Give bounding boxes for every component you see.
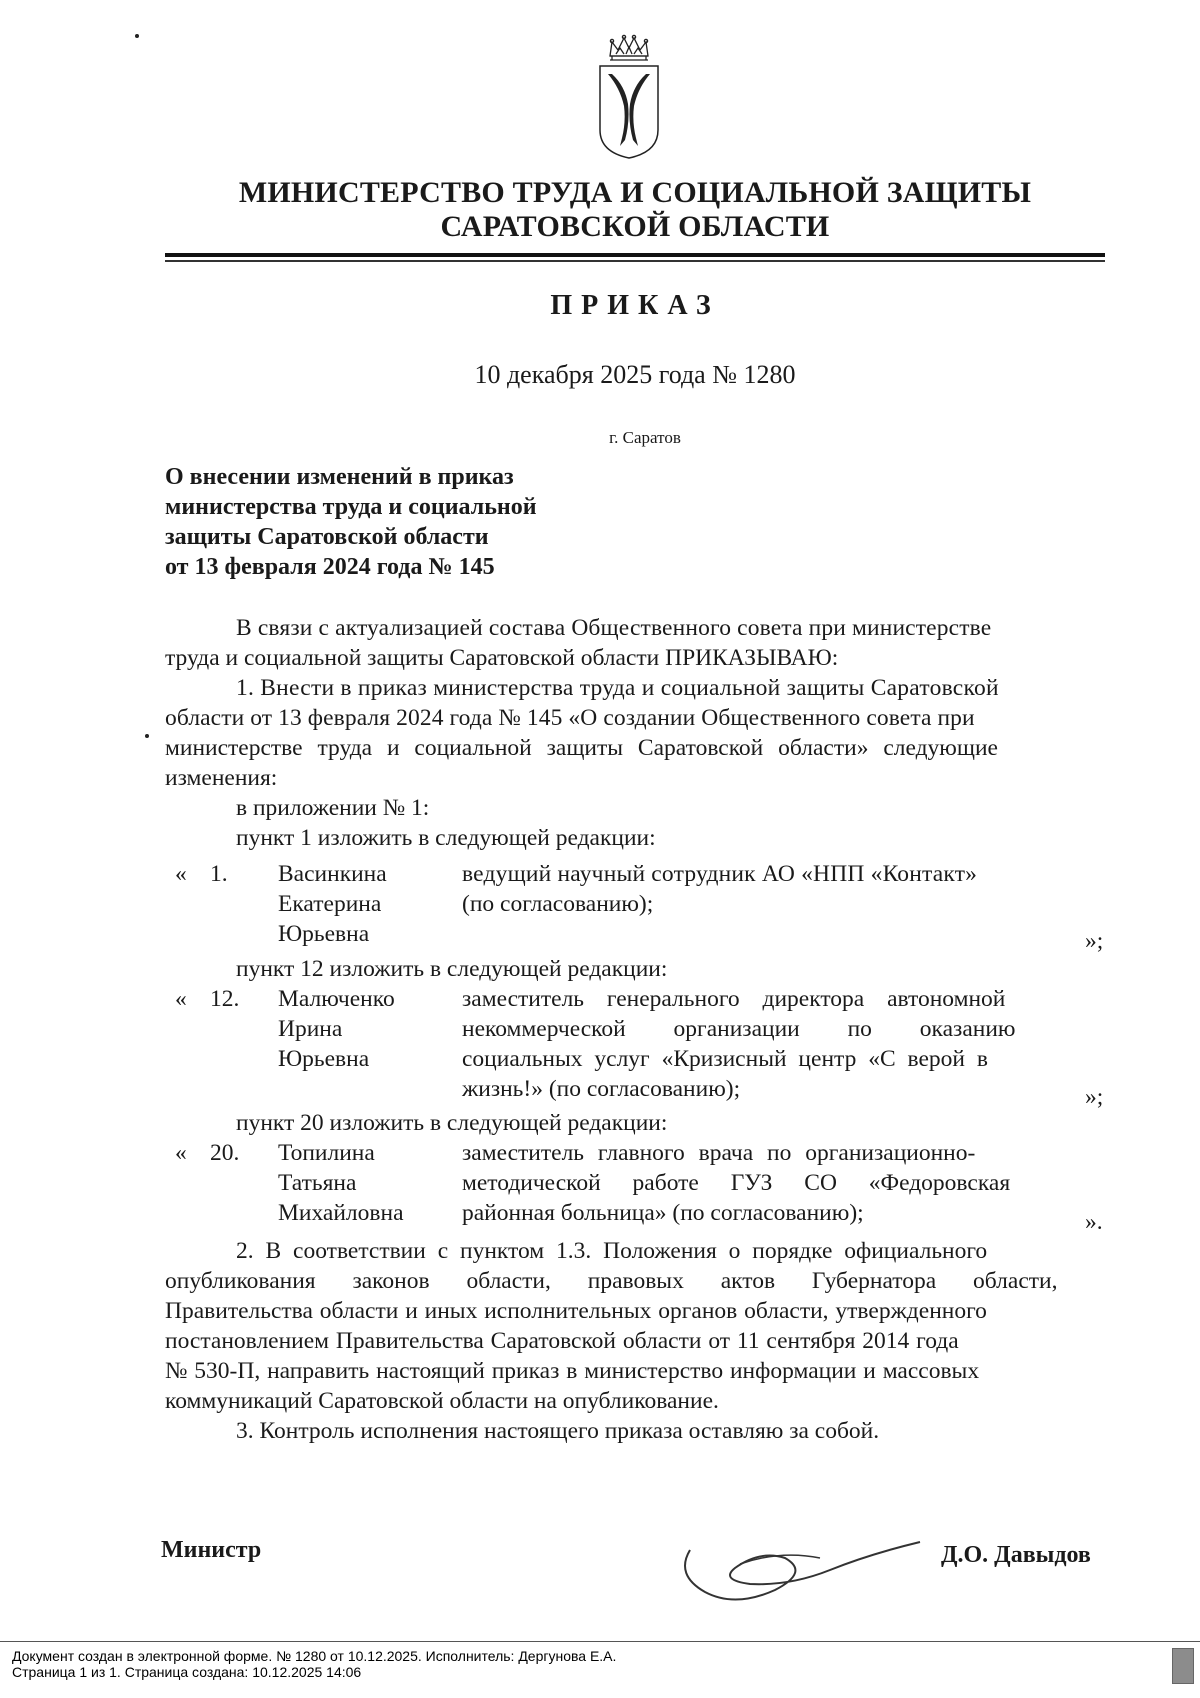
entry-desc-line: (по согласованию); — [462, 891, 654, 917]
body-clauses — [165, 1236, 1105, 1446]
ministry-name-line2: САРАТОВСКОЙ ОБЛАСТИ — [440, 210, 830, 243]
entry-desc-line: заместитель генерального директора автономной — [462, 986, 1006, 1012]
entry-desc-line: методической работе ГУЗ СО «Федоровская — [462, 1170, 1011, 1196]
body-line: министерстве труда и социальной защиты Саратовской области» следующие — [165, 735, 998, 761]
scan-speck — [135, 34, 139, 38]
entry-number: 12. — [210, 986, 240, 1012]
entry-name-line: Юрьевна — [278, 921, 370, 947]
scan-speck — [145, 734, 149, 738]
entry-desc-line: некоммерческой организации по оказанию — [462, 1016, 1016, 1042]
body-line: опубликования законов области, правовых актов Губернатора области, — [165, 1268, 1058, 1294]
body-line: № 530-П, направить настоящий приказ в министерство информации и массовых — [165, 1358, 980, 1384]
footer-line: Документ создан в электронной форме. № 1280 от 10.12.2025. Исполнитель: Дергунова Е.А. — [12, 1648, 617, 1664]
entry-name-line: Малюченко — [278, 986, 395, 1012]
body-line: В связи с актуализацией состава Общественного совета при министерстве — [236, 615, 992, 641]
entry-open-quote: « — [175, 1140, 187, 1166]
entry-description — [462, 859, 1062, 919]
entry-name-line: Ирина — [278, 1016, 343, 1042]
entry-open-quote: « — [175, 861, 187, 887]
footer-line: Страница 1 из 1. Страница создана: 10.12.2025 14:06 — [12, 1664, 362, 1680]
item-intro: пункт 1 изложить в следующей редакции: — [236, 825, 656, 851]
ministry-name — [160, 176, 1110, 244]
entry-name-line: Васинкина — [278, 861, 387, 887]
body-line: изменения: — [165, 765, 278, 791]
member-entry — [165, 1138, 1105, 1235]
entry-desc-line: жизнь!» (по согласованию); — [462, 1076, 741, 1102]
body-line: Правительства области и иных исполнительных органов области, утвержденного — [165, 1298, 987, 1324]
member-entry — [165, 984, 1105, 1110]
entry-desc-line: заместитель главного врача по организационно- — [462, 1140, 976, 1166]
entry-open-quote: « — [175, 986, 187, 1012]
entry-name-line: Татьяна — [278, 1170, 357, 1196]
body-line: в приложении № 1: — [236, 795, 430, 821]
ministry-name-line1: МИНИСТЕРСТВО ТРУДА И СОЦИАЛЬНОЙ ЗАЩИТЫ — [238, 176, 1032, 209]
entry-name-line: Екатерина — [278, 891, 382, 917]
body-item-intro — [165, 954, 1105, 984]
item-intro: пункт 20 изложить в следующей редакции: — [236, 1110, 668, 1136]
saratov-coat-of-arms-icon — [598, 34, 660, 160]
body-item-intro — [165, 1108, 1105, 1138]
entry-desc-line: социальных услуг «Кризисный центр «С верой в — [462, 1046, 988, 1072]
order-subject — [165, 462, 725, 582]
entry-desc-line: районная больница» (по согласованию); — [462, 1200, 864, 1226]
subject-line: от 13 февраля 2024 года № 145 — [165, 554, 495, 580]
body-preamble — [165, 613, 1105, 853]
entry-description — [462, 984, 1062, 1104]
subject-line: защиты Саратовской области — [165, 524, 489, 550]
document-footer — [12, 1648, 616, 1680]
order-title: ПРИКАЗ — [550, 290, 720, 321]
body-line: труда и социальной защиты Саратовской области ПРИКАЗЫВАЮ: — [165, 645, 839, 671]
scroll-handle-icon[interactable] — [1172, 1648, 1194, 1684]
member-entry — [165, 859, 1105, 954]
entry-number: 20. — [210, 1140, 240, 1166]
entry-name — [278, 1138, 448, 1228]
entry-name-line: Юрьевна — [278, 1046, 370, 1072]
body-line: коммуникаций Саратовской области на опубликование. — [165, 1388, 719, 1414]
entry-close-quote: »; — [1085, 928, 1104, 954]
order-date-number: 10 декабря 2025 года № 1280 — [474, 360, 796, 389]
entry-name — [278, 984, 448, 1074]
entry-description — [462, 1138, 1062, 1228]
entry-close-quote: »; — [1085, 1084, 1104, 1110]
body-line: области от 13 февраля 2024 года № 145 «О создании Общественного совета при — [165, 705, 975, 731]
body-line: 1. Внести в приказ министерства труда и социальной защиты Саратовской — [236, 675, 999, 701]
item-intro: пункт 12 изложить в следующей редакции: — [236, 956, 668, 982]
subject-line: министерства труда и социальной — [165, 494, 537, 520]
handwritten-signature — [680, 1530, 930, 1610]
footer-divider — [0, 1641, 1200, 1642]
body-line: 2. В соответствии с пунктом 1.3. Положения о порядке официального — [236, 1238, 988, 1264]
signatory-name: Д.О. Давыдов — [941, 1542, 1091, 1568]
header-rule-thick — [165, 253, 1105, 257]
order-city: г. Саратов — [609, 428, 681, 447]
entry-name-line: Топилина — [278, 1140, 375, 1166]
subject-line: О внесении изменений в приказ — [165, 464, 514, 490]
entry-close-quote: ». — [1085, 1209, 1103, 1235]
entry-number: 1. — [210, 861, 228, 887]
entry-desc-line: ведущий научный сотрудник АО «НПП «Контакт» — [462, 861, 978, 887]
body-line: постановлением Правительства Саратовской области от 11 сентября 2014 года — [165, 1328, 959, 1354]
entry-name-line: Михайловна — [278, 1200, 404, 1226]
header-rule-thin — [165, 260, 1105, 262]
entry-name — [278, 859, 448, 949]
body-line: 3. Контроль исполнения настоящего приказа оставляю за собой. — [236, 1418, 880, 1444]
signatory-role: Министр — [161, 1537, 262, 1563]
